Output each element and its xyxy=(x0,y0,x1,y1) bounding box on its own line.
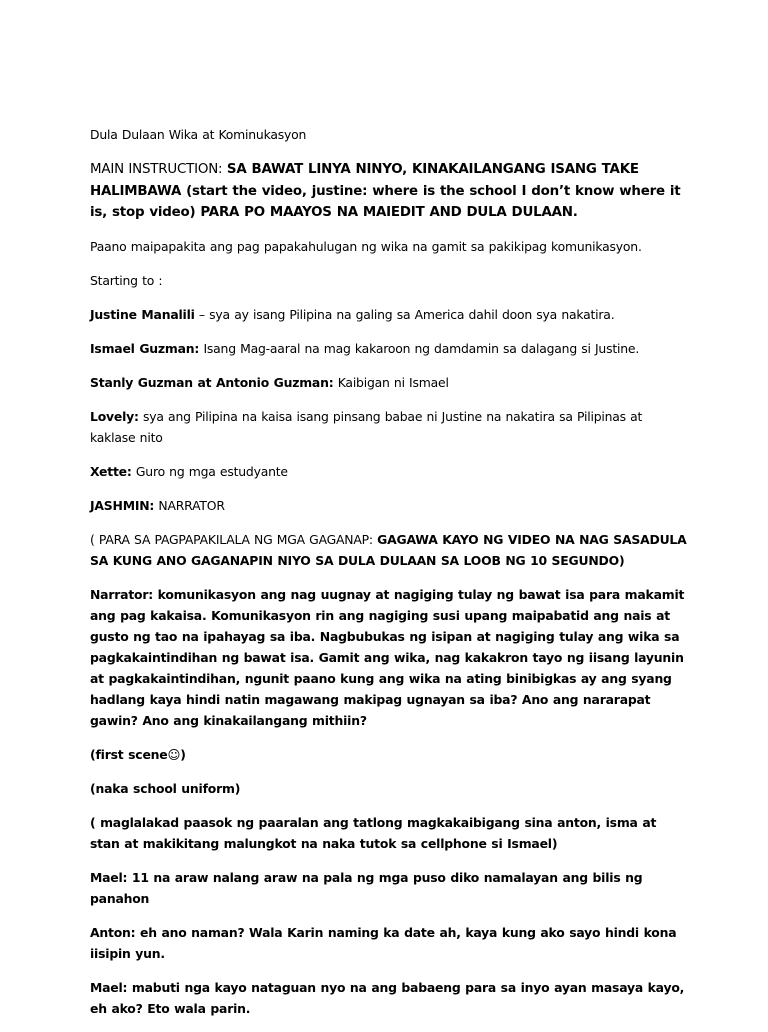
character-entry xyxy=(90,372,690,393)
intro-instruction-label: ( PARA SA PAGPAPAKILALA NG MGA GAGANAP: xyxy=(90,531,378,547)
character-entry xyxy=(90,495,690,516)
document-title: Dula Dulaan Wika at Kominukasyon xyxy=(90,127,307,142)
character-entry xyxy=(90,406,690,448)
character-description: Isang Mag-aaral na mag kakaroon ng damdamin sa dalagang si Justine. xyxy=(203,340,640,356)
scene-heading: (first scene☺) xyxy=(90,746,186,762)
character-entry xyxy=(90,461,690,482)
narration-paragraph: Narrator: komunikasyon ang nag uugnay at nagiging tulay ng bawat isa para makamit ang pag kakaisa. Komunikasyon rin ang nagiging susi upang maipabatid ang nais at gusto ng tao na ipahayag sa iba. Nagbubukas ng isipan at nagiging tulay ang wika sa pagkakaintindihan ng bawat isa. Gamit ang wika, nag kakakron tayo ng iisang layunin at pagkakaintindihan, ngunit paano kung ang wika na ating binibigkas ay ang syang hadlang kaya hindi natin magawang makipag ugnayan sa iba? Ano ang nararapat gawin? Ano ang kinakailangang mithiin? xyxy=(90,586,685,728)
character-name: Justine Manalili xyxy=(90,306,195,322)
intro-instruction-text: GAGAWA KAYO NG VIDEO NA NAG SASADULA SA KUNG ANO GAGANAPIN NIYO SA DULA DULAAN SA LOOB NG 10 SEGUNDO) xyxy=(90,531,687,568)
main-instruction-label: MAIN INSTRUCTION: xyxy=(90,162,227,177)
character-name: Xette: xyxy=(90,463,132,479)
starting-label: Starting to : xyxy=(90,272,163,288)
character-name: Stanly Guzman at Antonio Guzman: xyxy=(90,374,334,390)
stage-direction: ( maglalakad paasok ng paaralan ang tatlong magkakaibigang sina anton, isma at stan at makikitang malungkot na naka tutok sa cellphone si Ismael) xyxy=(90,814,657,851)
question-paragraph: Paano maipapakita ang pag papakahulugan ng wika na gamit sa pakikipag komunikasyon. xyxy=(90,238,642,254)
character-description: Guro ng mga estudyante xyxy=(135,463,288,479)
smiley-icon: ☺ xyxy=(167,746,181,762)
character-description: NARRATOR xyxy=(158,497,225,513)
character-name: JASHMIN: xyxy=(90,497,155,513)
main-instruction xyxy=(90,159,690,224)
intro-instruction xyxy=(90,529,690,571)
costume-note: (naka school uniform) xyxy=(90,780,241,796)
character-entry xyxy=(90,338,690,359)
character-name: Ismael Guzman: xyxy=(90,340,200,356)
character-description: sya ay isang Pilipina na galing sa America dahil doon sya nakatira. xyxy=(209,306,615,322)
character-description: sya ang Pilipina na kaisa isang pinsang babae ni Justine na nakatira sa Pilipinas at kaklase nito xyxy=(90,408,643,445)
dialogue-line: Mael: 11 na araw nalang araw na pala ng mga puso diko namalayan ang bilis ng panahon xyxy=(90,869,643,906)
main-instruction-text: SA BAWAT LINYA NINYO, KINAKAILANGANG ISANG TAKE HALIMBAWA (start the video, justine: where is the school I don’t know where it is, stop video) PARA PO MAAYOS NA MAIEDIT AND DULA DULAAN. xyxy=(90,162,681,220)
dialogue-line: Mael: mabuti nga kayo nataguan nyo na ang babaeng para sa inyo ayan masaya kayo, eh ako? Eto wala parin. xyxy=(90,979,685,1016)
character-name: Lovely: xyxy=(90,408,139,424)
document-page xyxy=(90,124,690,1032)
character-entry: Justine Manalili – sya ay isang Pilipina na galing sa America dahil doon sya nakatira. xyxy=(90,306,615,322)
character-description: Kaibigan ni Ismael xyxy=(337,374,449,390)
dialogue-line: Anton: eh ano naman? Wala Karin naming ka date ah, kaya kung ako sayo hindi kona iisipin yun. xyxy=(90,924,677,961)
